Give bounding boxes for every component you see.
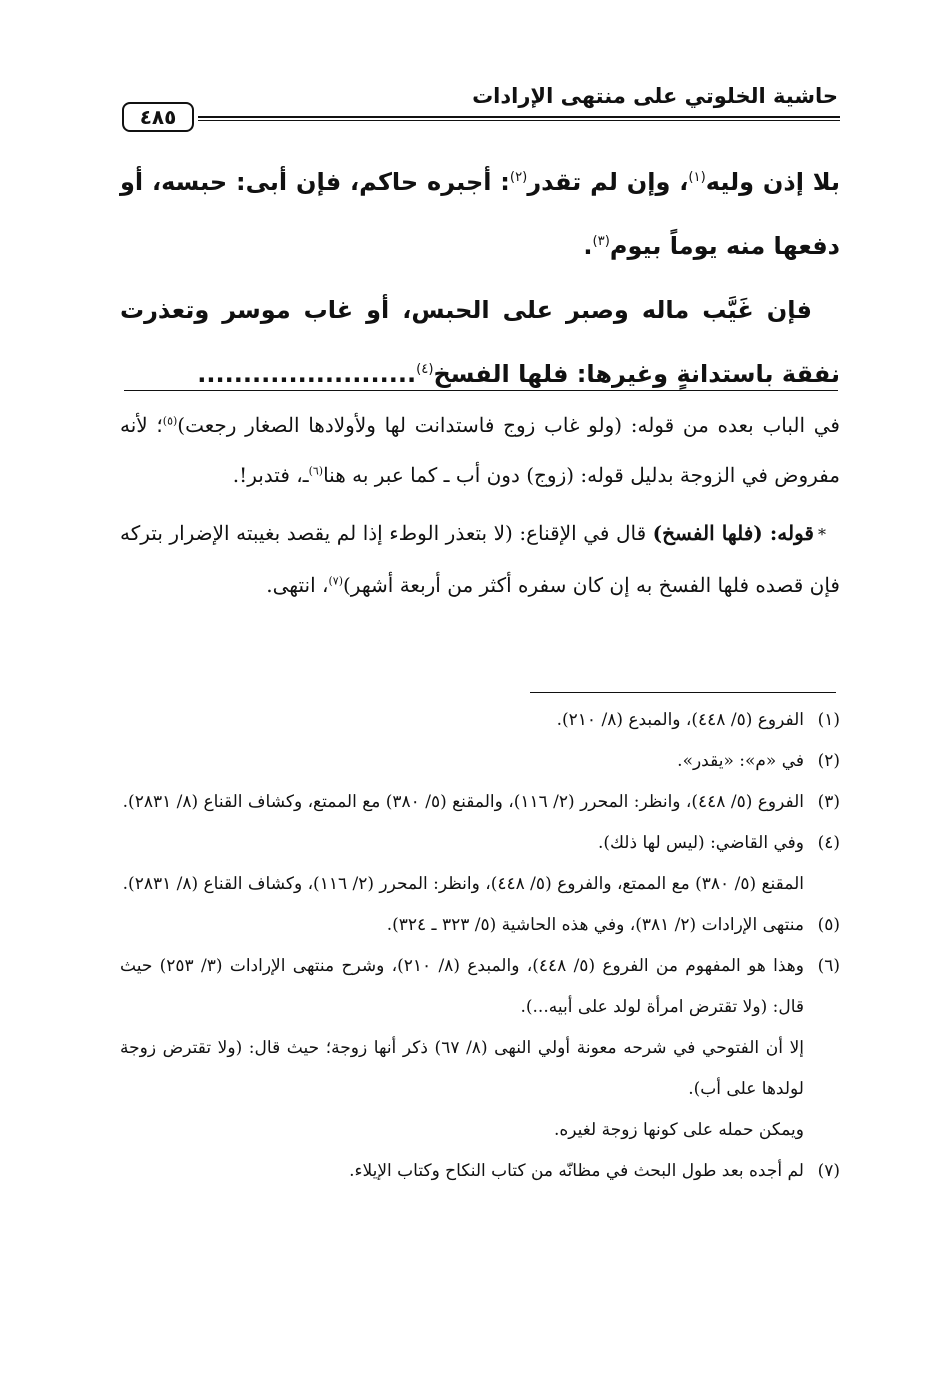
main-paragraph [120, 150, 840, 278]
footnotes [120, 700, 840, 1192]
footnote-number: (٥) [817, 915, 840, 935]
main-text [120, 150, 840, 406]
footnote-number: (٢) [817, 751, 840, 771]
header-rule-thin [198, 120, 840, 121]
text-run: : أجبره حاكم، فإن أبى: حبسه، أو دفعها منه يوماً بيوم [120, 168, 840, 260]
footnote-item [120, 1151, 840, 1192]
commentary-paragraph [120, 508, 840, 610]
footnote-text: وفي القاضي: (ليس لها ذلك). [597, 833, 804, 853]
page-number-frame [122, 102, 194, 132]
text-run: قال في الإقناع: (لا بتعذر الوطء إذا لم يقصد بغيبته الإضرار بتركه فإن قصده فلها الفسخ به إن كان سفره أكثر من أربعة أشهر) [120, 521, 840, 597]
footnote-ref: (٦) [308, 464, 324, 478]
footnote-continuation: إلا أن الفتوحي في شرحه معونة أولي النهى (٨/ ٦٧) ذكر أنها زوجة؛ حيث قال: (ولا تقترض زوجة لولدها على أب). [120, 1038, 804, 1099]
footnote-number: (١) [817, 710, 840, 730]
text-run: في الباب بعده من قوله: (ولو غاب زوج فاستدانت لها ولأولادها الصغار رجعت) [177, 413, 840, 437]
footnote-number: (٤) [817, 833, 840, 853]
footnote-item [120, 946, 840, 1028]
text-run: . [583, 232, 593, 260]
text-run: بلا إذن وليه [705, 168, 840, 196]
dot-leader: ........................ [197, 360, 417, 388]
commentary-paragraph [120, 400, 840, 500]
footnote-item [120, 905, 840, 946]
footnote-continuation: المقنع (٥/ ٣٨٠) مع الممتع، والفروع (٥/ ٤٤٨)، وانظر: المحرر (٢/ ١١٦)، وكشاف القناع (٨/ ٢٨٣١). [122, 874, 804, 894]
section-divider [124, 390, 838, 391]
footnote-item [120, 782, 840, 823]
footnote-text: لم أجده بعد طول البحث في مظانّه من كتاب النكاح وكتاب الإيلاء. [349, 1161, 804, 1181]
page-number: ٤٨٥ [139, 105, 177, 129]
commentary-text [120, 400, 840, 610]
text-run: ، وإن لم تقدر [527, 168, 689, 196]
footnote-ref: (٥) [162, 414, 178, 428]
footnote-item [120, 700, 840, 741]
star-marker: * [817, 525, 826, 544]
main-paragraph [120, 278, 840, 406]
footnote-item [120, 741, 840, 782]
footnote-text: الفروع (٥/ ٤٤٨)، والمبدع (٨/ ٢١٠). [556, 710, 804, 730]
quoted-lemma: قوله: (فلها الفسخ) [652, 521, 814, 545]
running-title: حاشية الخلوتي على منتهى الإرادات [472, 84, 838, 108]
header-rule [198, 116, 840, 118]
footnote-text: وهذا هو المفهوم من الفروع (٥/ ٤٤٨)، والمبدع (٨/ ٢١٠)، وشرح منتهى الإرادات (٣/ ٢٥٣) حيث قال: (ولا تقترض امرأة لولد على أبيه...). [120, 956, 804, 1017]
footnote-text: الفروع (٥/ ٤٤٨)، وانظر: المحرر (٢/ ١١٦)، والمقنع (٥/ ٣٨٠) مع الممتع، وكشاف القناع (٨/ ٢٨٣١). [122, 792, 804, 812]
text-run: فإن غَيَّب ماله وصبر على الحبس، أو غاب موسر وتعذرت نفقة باستدانةٍ وغيرها: فلها الفسخ [120, 296, 840, 388]
footnote-continuation: ويمكن حمله على كونها زوجة لغيره. [553, 1120, 804, 1140]
footnote-text: منتهى الإرادات (٢/ ٣٨١)، وفي هذه الحاشية (٥/ ٣٢٣ ـ ٣٢٤). [386, 915, 804, 935]
footnote-item [120, 823, 840, 864]
text-run: ، انتهى. [266, 573, 329, 597]
footnote-number: (٣) [817, 792, 840, 812]
footnote-ref: (٤) [416, 362, 434, 377]
footnote-number: (٦) [817, 956, 840, 976]
footnote-divider [530, 692, 836, 693]
running-header [118, 80, 840, 130]
footnote-ref: (٢) [509, 170, 528, 185]
footnote-number: (٧) [817, 1161, 840, 1181]
footnote-ref: (٣) [592, 234, 610, 249]
text-run: ؛ لأنه مفروض في الزوجة بدليل قوله: (زوج) دون أب ـ كما عبر به هنا [120, 413, 840, 487]
footnote-ref: (٧) [328, 574, 343, 588]
footnote-ref: (١) [688, 170, 706, 185]
text-run: ـ، فتدبر!. [232, 463, 309, 487]
footnote-text: في «م»: «يقدر». [677, 751, 804, 771]
